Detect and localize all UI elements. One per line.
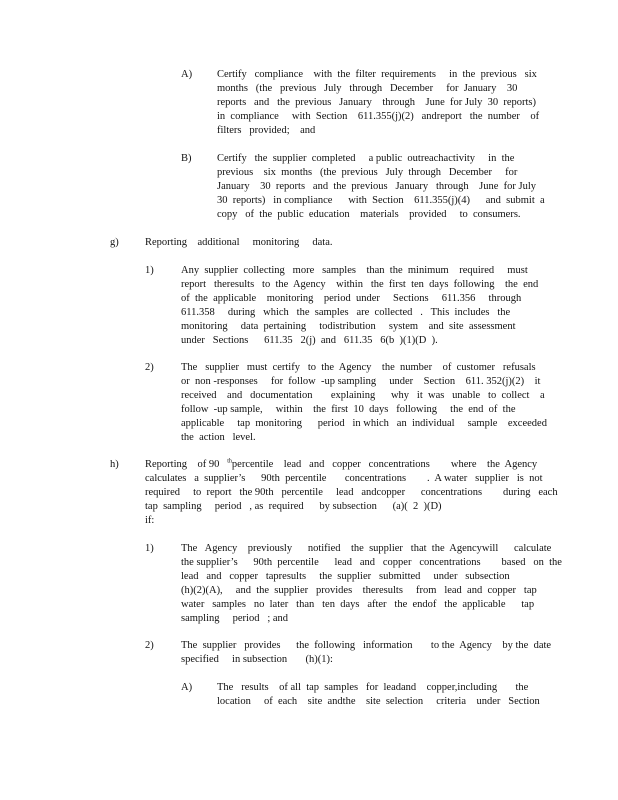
text-line: The supplier provides the following information to the Agency by the date [181, 640, 552, 651]
text-run: Reporting of 90 [145, 459, 228, 470]
text-line: applicable tap monitoring period in which an individual sample exceeded [181, 418, 547, 429]
text-line: in compliance with Section 611.355(j)(2) andreport the number of [217, 111, 540, 122]
text-line: reports and the previous January through June for July 30 reports) [217, 97, 537, 108]
item-marker: h) [110, 459, 119, 470]
text-line: months (the previous July through December for January 30 [217, 83, 518, 94]
text-line: Certify the supplier completed a public outreachactivity in the [217, 153, 515, 164]
text-line: January 30 reports and the previous January through June for July [217, 181, 537, 192]
text-line: received and documentation explaining why it was unable to collect a [181, 390, 545, 401]
text-run: percentile lead and copper concentrations where the Agency [231, 459, 538, 470]
text-line: of the applicable monitoring period under Sections 611.356 through [181, 293, 522, 304]
item-marker: A) [181, 682, 193, 693]
item-text [145, 236, 345, 250]
item-text [145, 458, 558, 528]
text-line: Any supplier collecting more samples than the minimum required must [181, 265, 528, 276]
text-line: lead and copper tapresults the supplier submitted under subsection [181, 571, 510, 582]
item-marker: 2) [145, 362, 154, 373]
text-line: or non -responses for follow -up sampling under Section 611. 352(j)(2) it [181, 376, 541, 387]
text-line: previous six months (the previous July through December for [217, 167, 518, 178]
item-text [181, 639, 552, 667]
item-marker: 1) [145, 265, 154, 276]
item-text [217, 152, 545, 222]
item-marker: 1) [145, 543, 154, 554]
text-line: sampling period ; and [181, 613, 289, 624]
text-line: required to report the 90th percentile lead andcopper concentrations during each [145, 487, 558, 498]
text-line: 611.358 during which the samples are collected . This includes the [181, 307, 511, 318]
text-line: tap sampling period , as required by subsection (a)( 2 )(D) [145, 501, 442, 512]
item-text [217, 681, 540, 709]
item-marker: A) [181, 69, 193, 80]
text-line: The results of all tap samples for leadand copper,including the [217, 682, 529, 693]
text-line: The supplier must certify to the Agency the number of customer refusals [181, 362, 536, 373]
text-line: copy of the public education materials provided to consumers. [217, 209, 521, 220]
text-line: filters provided; and [217, 125, 316, 136]
text-line: under Sections 611.35 2(j) and 611.35 6(b )(1)(D ). [181, 335, 438, 346]
text-line: Certify compliance with the filter requirements in the previous six [217, 69, 537, 80]
item-text [181, 264, 539, 348]
text-line: The Agency previously notified the supplier that the Agencywill calculate [181, 543, 552, 554]
item-text [181, 542, 562, 626]
item-text [217, 68, 540, 138]
text-line: water samples no later than ten days after the endof the applicable tap [181, 599, 535, 610]
superscript: th [227, 458, 232, 465]
text-line: report theresults to the Agency within the first ten days following the end [181, 279, 539, 290]
text-line: follow -up sample, within the first 10 days following the end of the [181, 404, 516, 415]
text-line: Reporting additional monitoring data. [145, 237, 333, 248]
text-line: calculates a supplier’s 90th percentile concentrations . A water supplier is not [145, 473, 543, 484]
item-marker: g) [110, 237, 119, 248]
text-line: the supplier’s 90th percentile lead and copper concentrations based on the [181, 557, 562, 568]
text-line: location of each site andthe site selection criteria under Section [217, 696, 540, 707]
text-line: if: [145, 515, 155, 526]
text-line: the action level. [181, 432, 256, 443]
item-marker: B) [181, 153, 192, 164]
text-line [145, 458, 537, 472]
text-line: (h)(2)(A), and the supplier provides theresults from lead and copper tap [181, 585, 537, 596]
text-line: 30 reports) in compliance with Section 611.355(j)(4) and submit a [217, 195, 545, 206]
item-text [181, 361, 547, 445]
text-line: specified in subsection (h)(1): [181, 654, 333, 665]
text-line: monitoring data pertaining todistribution system and site assessment [181, 321, 516, 332]
item-marker: 2) [145, 640, 154, 651]
